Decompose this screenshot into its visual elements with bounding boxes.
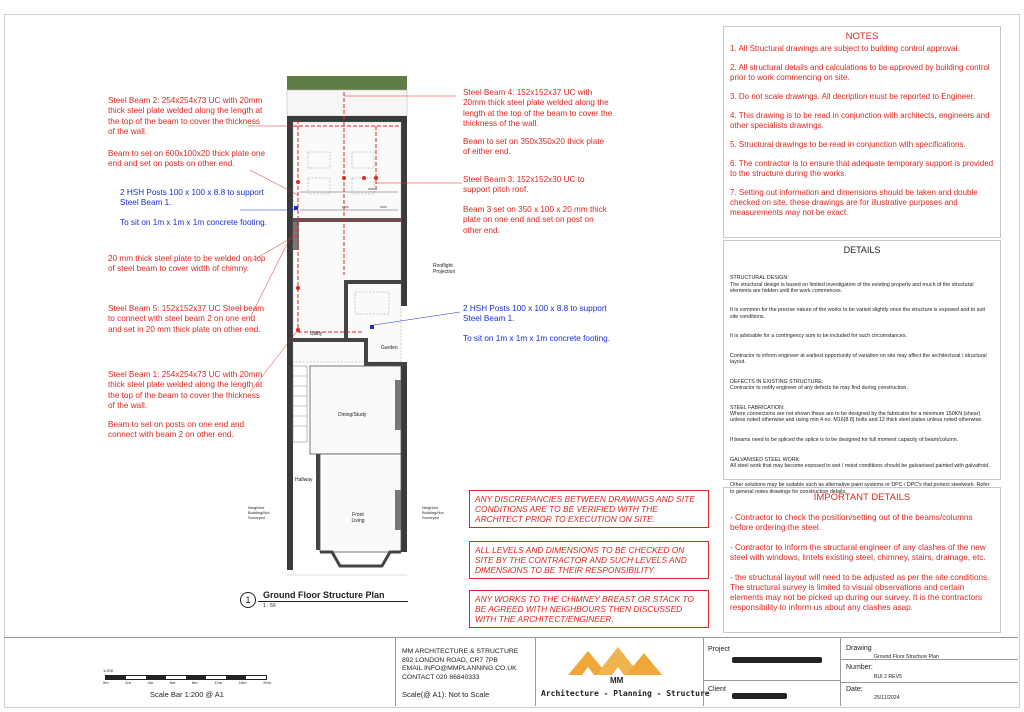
title-block-top-border <box>4 637 1018 638</box>
note-item: 5. Structural drawings to be read in conjunction with specifications. <box>730 140 966 149</box>
scale-tick: 12m <box>214 680 223 685</box>
annotation-chimney-plate: 20 mm thick steel plate to be welded on top of steel beam to cover width of chimny. <box>108 254 266 274</box>
view-title-underline <box>258 601 408 602</box>
details-panel <box>723 240 1001 495</box>
warning-discrepancies: ANY DISCREPANCIES BETWEEN DRAWINGS AND SITE CONDITIONS ARE TO BE VERIFIED WITH THE ARCHITECT PRIOR TO EXECUTION ON SITE. <box>469 490 709 528</box>
dimension-label-2: 1600 <box>342 205 349 209</box>
neighbour-left-label: Neighbor Building/Not Surveyed <box>248 505 270 520</box>
annotation-beam-2-support: Beam to set on 600x100x20 thick plate one end and set on posts on other end. <box>108 149 266 169</box>
annotation-beam-3-support: Beam 3 set on 350 x 100 x 20 mm thick plate on one end and set on post on other end. <box>463 205 607 235</box>
rooflight-projection-label: Rooflight Projection <box>433 263 456 275</box>
company-logo <box>562 641 672 677</box>
warning-levels: ALL LEVELS AND DIMENSIONS TO BE CHECKED ON SITE BY THE CONTRACTOR AND SUCH LEVELS AND DIMENSIONS TO BE THEIR RESPONSIBILITY. <box>469 541 709 579</box>
annotation-hsh-posts-right: 2 HSH Posts 100 x 100 x 8.8 to support Steel Beam 1. <box>463 304 607 324</box>
details-paragraph: Contractor to inform engineer at earliest opportunity of variation on site may affect the architectural / structural layout. <box>730 352 987 366</box>
important-item: - Contractor to check the position/setting out of the beams/columns before ordering the steel. <box>730 513 973 532</box>
scale-tick: 6m <box>169 680 176 685</box>
note-item: 2. All structural details and calculations to be approved by building control prior to work commencing on site. <box>730 63 990 82</box>
annotation-beam-4-support: Beam to set on 350x350x20 thick plate of either end. <box>463 137 605 157</box>
logo-mm-text: MM <box>610 676 624 685</box>
details-paragraph: It is common for the precise nature of the works to be varied slightly once the structure is exposed and to suit site conditions. <box>730 307 985 320</box>
notes-title: NOTES <box>845 31 879 42</box>
annotation-steel-beam-5: Steel Beam 5: 152x152x37 UC Steel beam to connect with steel beam 2 on one end and set in 20 mm thick plate on other end. <box>108 304 265 334</box>
important-list <box>730 513 994 613</box>
scale-tick: 20m <box>263 680 271 685</box>
company-name: MM ARCHITECTURE & STRUCTURE <box>402 648 519 655</box>
drawing-scale: Scale(@ A1): Not to Scale <box>402 690 490 699</box>
company-contact: CONTACT 020 86840333 <box>402 673 480 681</box>
important-item: - the structural layout will need to be adjusted as per the site conditions. The structural survey is limited to visual observations and certain elements may not be picked up during our survey. It is the contractors responsibility to inform us about any clashes asap. <box>730 573 990 612</box>
view-title-scale: 1 : 50 <box>263 603 276 609</box>
dimension-label-3: 3200 <box>380 205 387 209</box>
annotation-steel-beam-3: Steel Beam 3: 152x152x30 UC to support pitch roof. <box>463 175 585 195</box>
important-details-panel <box>723 487 1001 633</box>
company-email: EMAIL INFO@MMPLANNING.CO.UK <box>402 665 517 673</box>
scale-bar-label: Scale Bar 1:200 @ A1 <box>150 690 224 699</box>
scale-bar-ticks <box>103 680 271 685</box>
client-label: Client <box>708 686 726 693</box>
utility-label: Utility <box>310 331 323 337</box>
view-title-marker: 1 <box>240 592 256 608</box>
date-label: Date: <box>846 686 863 693</box>
neighbour-right-label: Neighbor Building/Not Surveyed <box>422 505 444 520</box>
scale-tick: 8m <box>192 680 198 685</box>
front-living-label: Front Living <box>351 512 365 524</box>
scale-tick: 2m <box>125 680 131 685</box>
details-paragraph: It is advisable for a contingency sum to be included for such circumstances. <box>730 333 907 340</box>
annotation-steel-beam-2: Steel Beam 2: 254x254x73 UC with 20mm thick steel plate welded along the length at the top of the beam to cover the thickness of the wall. <box>108 96 263 137</box>
details-paragraph: If beams need to be spliced the splice is to be designed for full moment capacity of beam/column. <box>730 436 959 443</box>
garden-label: Garden <box>381 345 398 351</box>
details-paragraph: DEFECTS IN EXISTING STRUCTURE: Contractor to notify engineer of any defects he may find during construction. <box>730 378 908 392</box>
date-value: 25/11/2024 <box>874 695 900 701</box>
notes-panel <box>723 26 1001 238</box>
hallway-label: Hallway <box>295 477 313 483</box>
note-item: 7. Setting out information and dimensions should be taken and double checked on site, these drawings are for illustrative purposes and measurements may not be exact. <box>730 188 978 217</box>
annotation-footing-left: To sit on 1m x 1m x 1m concrete footing. <box>120 218 267 227</box>
annotation-footing-right: To sit on 1m x 1m x 1m concrete footing. <box>463 334 610 343</box>
drawing-label: Drawing <box>846 645 872 652</box>
details-title: DETAILS <box>843 245 881 255</box>
annotation-steel-beam-1: Steel Beam 1: 254x254x73 UC with 20mm thick steel plate welded along the length at the top of the beam to cover the thickness of the wall. <box>108 370 263 411</box>
note-item: 6. The contractor is to ensure that adequate temporary support is provided to the structure during the works. <box>730 159 994 178</box>
details-paragraph: STRUCTURAL DESIGN: The structural design is based on limited investigation of the existing property and much of the structural elements are hidden until the work commences. <box>730 275 974 294</box>
company-info <box>402 648 518 682</box>
annotation-steel-beam-4: Steel Beam 4: 152x152x37 UC with 20mm thick steel plate welded along the length at the top of the beam to cover the thickness of the wall. <box>463 88 613 129</box>
scale-tick: 16m <box>238 680 247 685</box>
warning-chimney: ANY WORKS TO THE CHIMNEY BREAST OR STACK TO BE AGREED WITH NEIGHBOURS THEN DISCUSSED WITH THE ARCHITECT/ENGINEER. <box>469 590 709 628</box>
view-title-name: Ground Floor Structure Plan <box>263 590 385 600</box>
drawing-value: Ground Floor Structure Plan <box>874 654 939 660</box>
annotation-beam-1-support: Beam to set on posts on one end and connect with beam 2 on other end. <box>108 420 245 440</box>
note-item: 4. This drawing is to be read in conjunction with architects, engineers and other specialists drawings. <box>730 111 990 130</box>
project-label: Project <box>708 646 730 653</box>
scale-bar-start-label: 1:200 <box>103 668 114 673</box>
details-paragraph: Other solutions may be suitable such as alternative paint systems or DPC / DPC's that protect steelwork. Refer to general notes drawings for construction details. <box>730 482 990 495</box>
company-address: 892 LONDON ROAD, CR7 7PB <box>402 656 498 664</box>
details-paragraph: STEEL FABRICATION: Where connections are not shown these are to be designed by the fabricator for a minimum 150KN (shear) unless noted otherwise and using min 4 no. M16(8.8) bolts and 12 thick steel plates unless noted otherwise. <box>730 404 983 424</box>
important-title: IMPORTANT DETAILS <box>813 492 911 503</box>
dining-study-label: Dining/Study <box>338 412 367 418</box>
note-item: 3. Do not scale drawings. All decription must be reported to Engineer. <box>730 92 976 101</box>
scale-tick: 4m <box>147 680 154 685</box>
number-value: BUI 2 REV5 <box>874 674 902 680</box>
number-label: Number: <box>846 664 873 671</box>
dimension-label-1: 3360 <box>368 187 375 191</box>
annotation-hsh-posts-left: 2 HSH Posts 100 x 100 x 8.8 to support Steel Beam 1. <box>120 188 264 208</box>
client-value-redacted <box>732 693 787 699</box>
note-item: 1. All Structural drawings are subject to building control approval. <box>730 44 960 53</box>
details-paragraph: GALVANISED STEEL WORK: All steel work that may become exposed to wet / moist conditions should be galvanised painted with galvafroid. <box>730 456 990 469</box>
important-item: - Contractor to inform the structural engineer of any clashes of the new steel with windows, lintels existing steel, chimney, stairs, drainage, etc. <box>730 543 986 562</box>
logo-tagline: Architecture - Planning - Structure <box>541 689 710 698</box>
scale-tick: 0m <box>103 680 109 685</box>
notes-list <box>730 44 994 218</box>
details-body <box>730 269 994 508</box>
project-value-redacted <box>732 657 822 663</box>
